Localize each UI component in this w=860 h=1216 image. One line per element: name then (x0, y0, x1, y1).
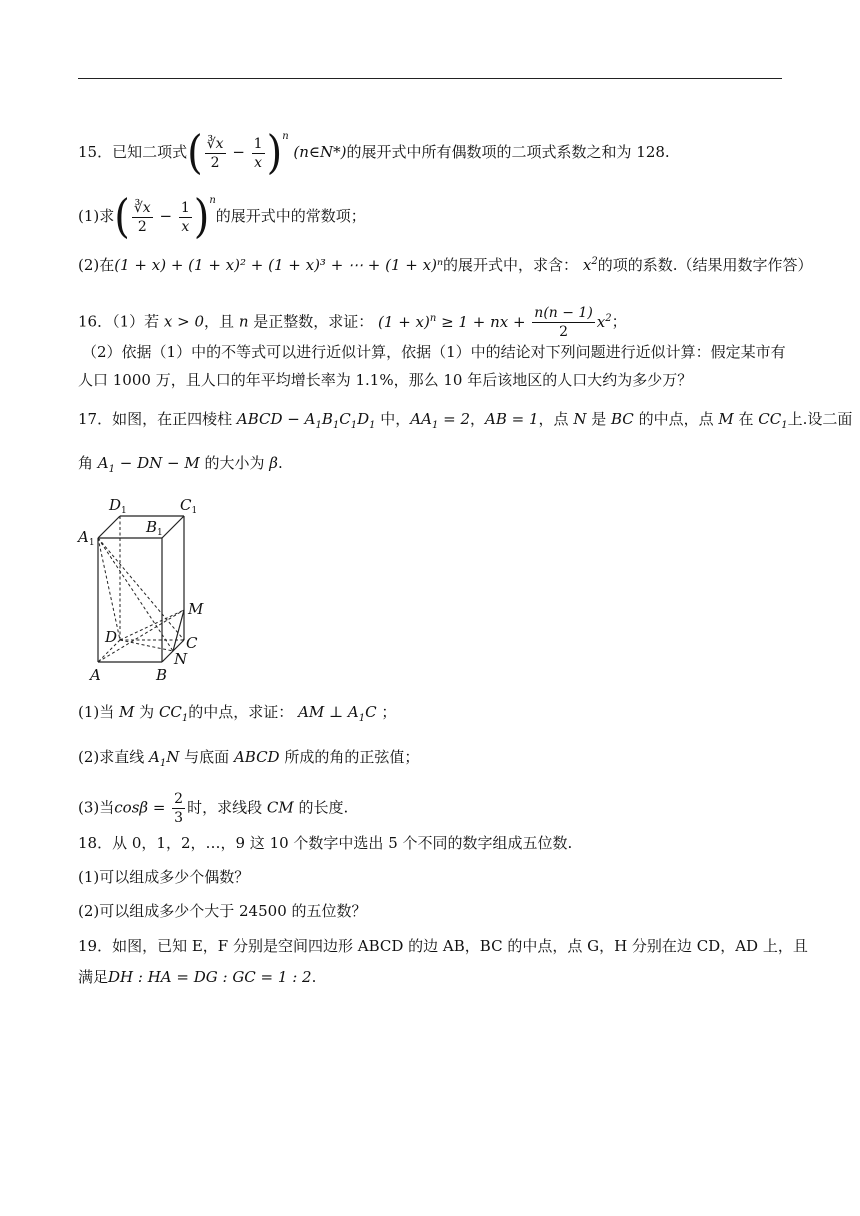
label-c: C (186, 634, 198, 652)
q17-sub2: (2)求直线 $A_1N$ 与底面 ABCD 所成的角的正弦值； (78, 748, 420, 769)
prism-figure (72, 492, 212, 684)
q15-part2: (2)在(1 + x) + (1 + x)² + (1 + x)³ + ⋯ + (1 + x)ⁿ的展开式中，求含： $x^2$的项的系数.（结果用数字作答） (78, 256, 813, 274)
q17-stem-line1: 17．如图，在正四棱柱 ABCD − $A_1B_1C_1D_1$ 中，$AA_1 = 2$，AB = 1，点 N 是 BC 的中点，点 M 在 $CC_1$上.设二面 (78, 410, 853, 431)
q18-sub1: (1)可以组成多少个偶数？ (78, 868, 250, 886)
q16-part2-line1: （2）依据（1）中的不等式可以进行近似计算，依据（1）中的结论对下列问题进行近似计算：假定某市有 (82, 343, 786, 361)
sum-expression: (1 + x) + (1 + x)² + (1 + x)³ + ⋯ + (1 + x)ⁿ (114, 256, 444, 274)
q17-sub1: (1)当 M 为 $CC_1$的中点，求证： AM ⊥ $A_1C$ ； (78, 703, 397, 724)
n-condition: (n∈N*) (293, 143, 347, 161)
q18-stem: 18．从 0，1，2，…，9 这 10 个数字中选出 5 个不同的数字组成五位数. (78, 834, 573, 852)
frac-cbrt-x-over-2: $\frac{∛x}{2}$ (206, 135, 224, 171)
label-a: A (90, 666, 101, 684)
label-d1: $D_1$ (109, 496, 127, 516)
seg-dm (120, 610, 184, 640)
q19-stem-line1: 19．如图，已知 E，F 分别是空间四边形 ABCD 的边 AB，BC 的中点，点 G，H 分别在边 CD，AD 上，且 (78, 937, 808, 955)
q15-part1: (1)求( $\frac{∛x}{2}$ − $\frac{1}{x}$ )$^n$的展开式中的常数项； (78, 190, 366, 244)
edge-b1c1 (162, 516, 184, 538)
q16-part2-line2: 人口 1000 万，且人口的年平均增长率为 1.1%，那么 10 年后该地区的人口大约为多少万？ (78, 371, 693, 389)
q17-sub3: (3)当cosβ = $\frac{2}{3}$ 时，求线段 CM 的长度. (78, 791, 349, 826)
label-m: M (188, 600, 204, 618)
seg-dn (120, 640, 173, 651)
label-b1: $B_1$ (146, 518, 163, 538)
q18-sub2: (2)可以组成多少个大于 24500 的五位数？ (78, 902, 367, 920)
frac-1-over-x: $\frac{1}{x}$ (253, 135, 263, 171)
edge-d1a1 (98, 516, 120, 538)
seg-a1d (98, 538, 120, 640)
q17-stem-line2: 角 $A_1$ − DN − M 的大小为 β. (78, 454, 283, 475)
label-c1: $C_1$ (180, 496, 198, 516)
label-d: D (105, 628, 118, 646)
q19-stem-line2: 满足DH : HA = DG : GC = 1 : 2. (78, 968, 317, 986)
seg-a1c (98, 538, 184, 640)
label-a1: $A_1$ (78, 528, 95, 548)
q16-part1: 16．（1）若 x > 0，且 n 是正整数，求证： $(1 + x)^n \ge 1$ + nx + $\frac{n(n - 1)}{2}$ $x^2$； (78, 305, 627, 340)
header-rule (78, 78, 782, 79)
label-b: B (156, 666, 168, 684)
q15-stem: 15．已知二项式( $\frac{∛x}{2}$ − $\frac{1}{x}$ )$^n$ (n∈N*)的展开式中所有偶数项的二项式系数之和为 128. (78, 126, 670, 180)
label-n: N (174, 650, 188, 668)
